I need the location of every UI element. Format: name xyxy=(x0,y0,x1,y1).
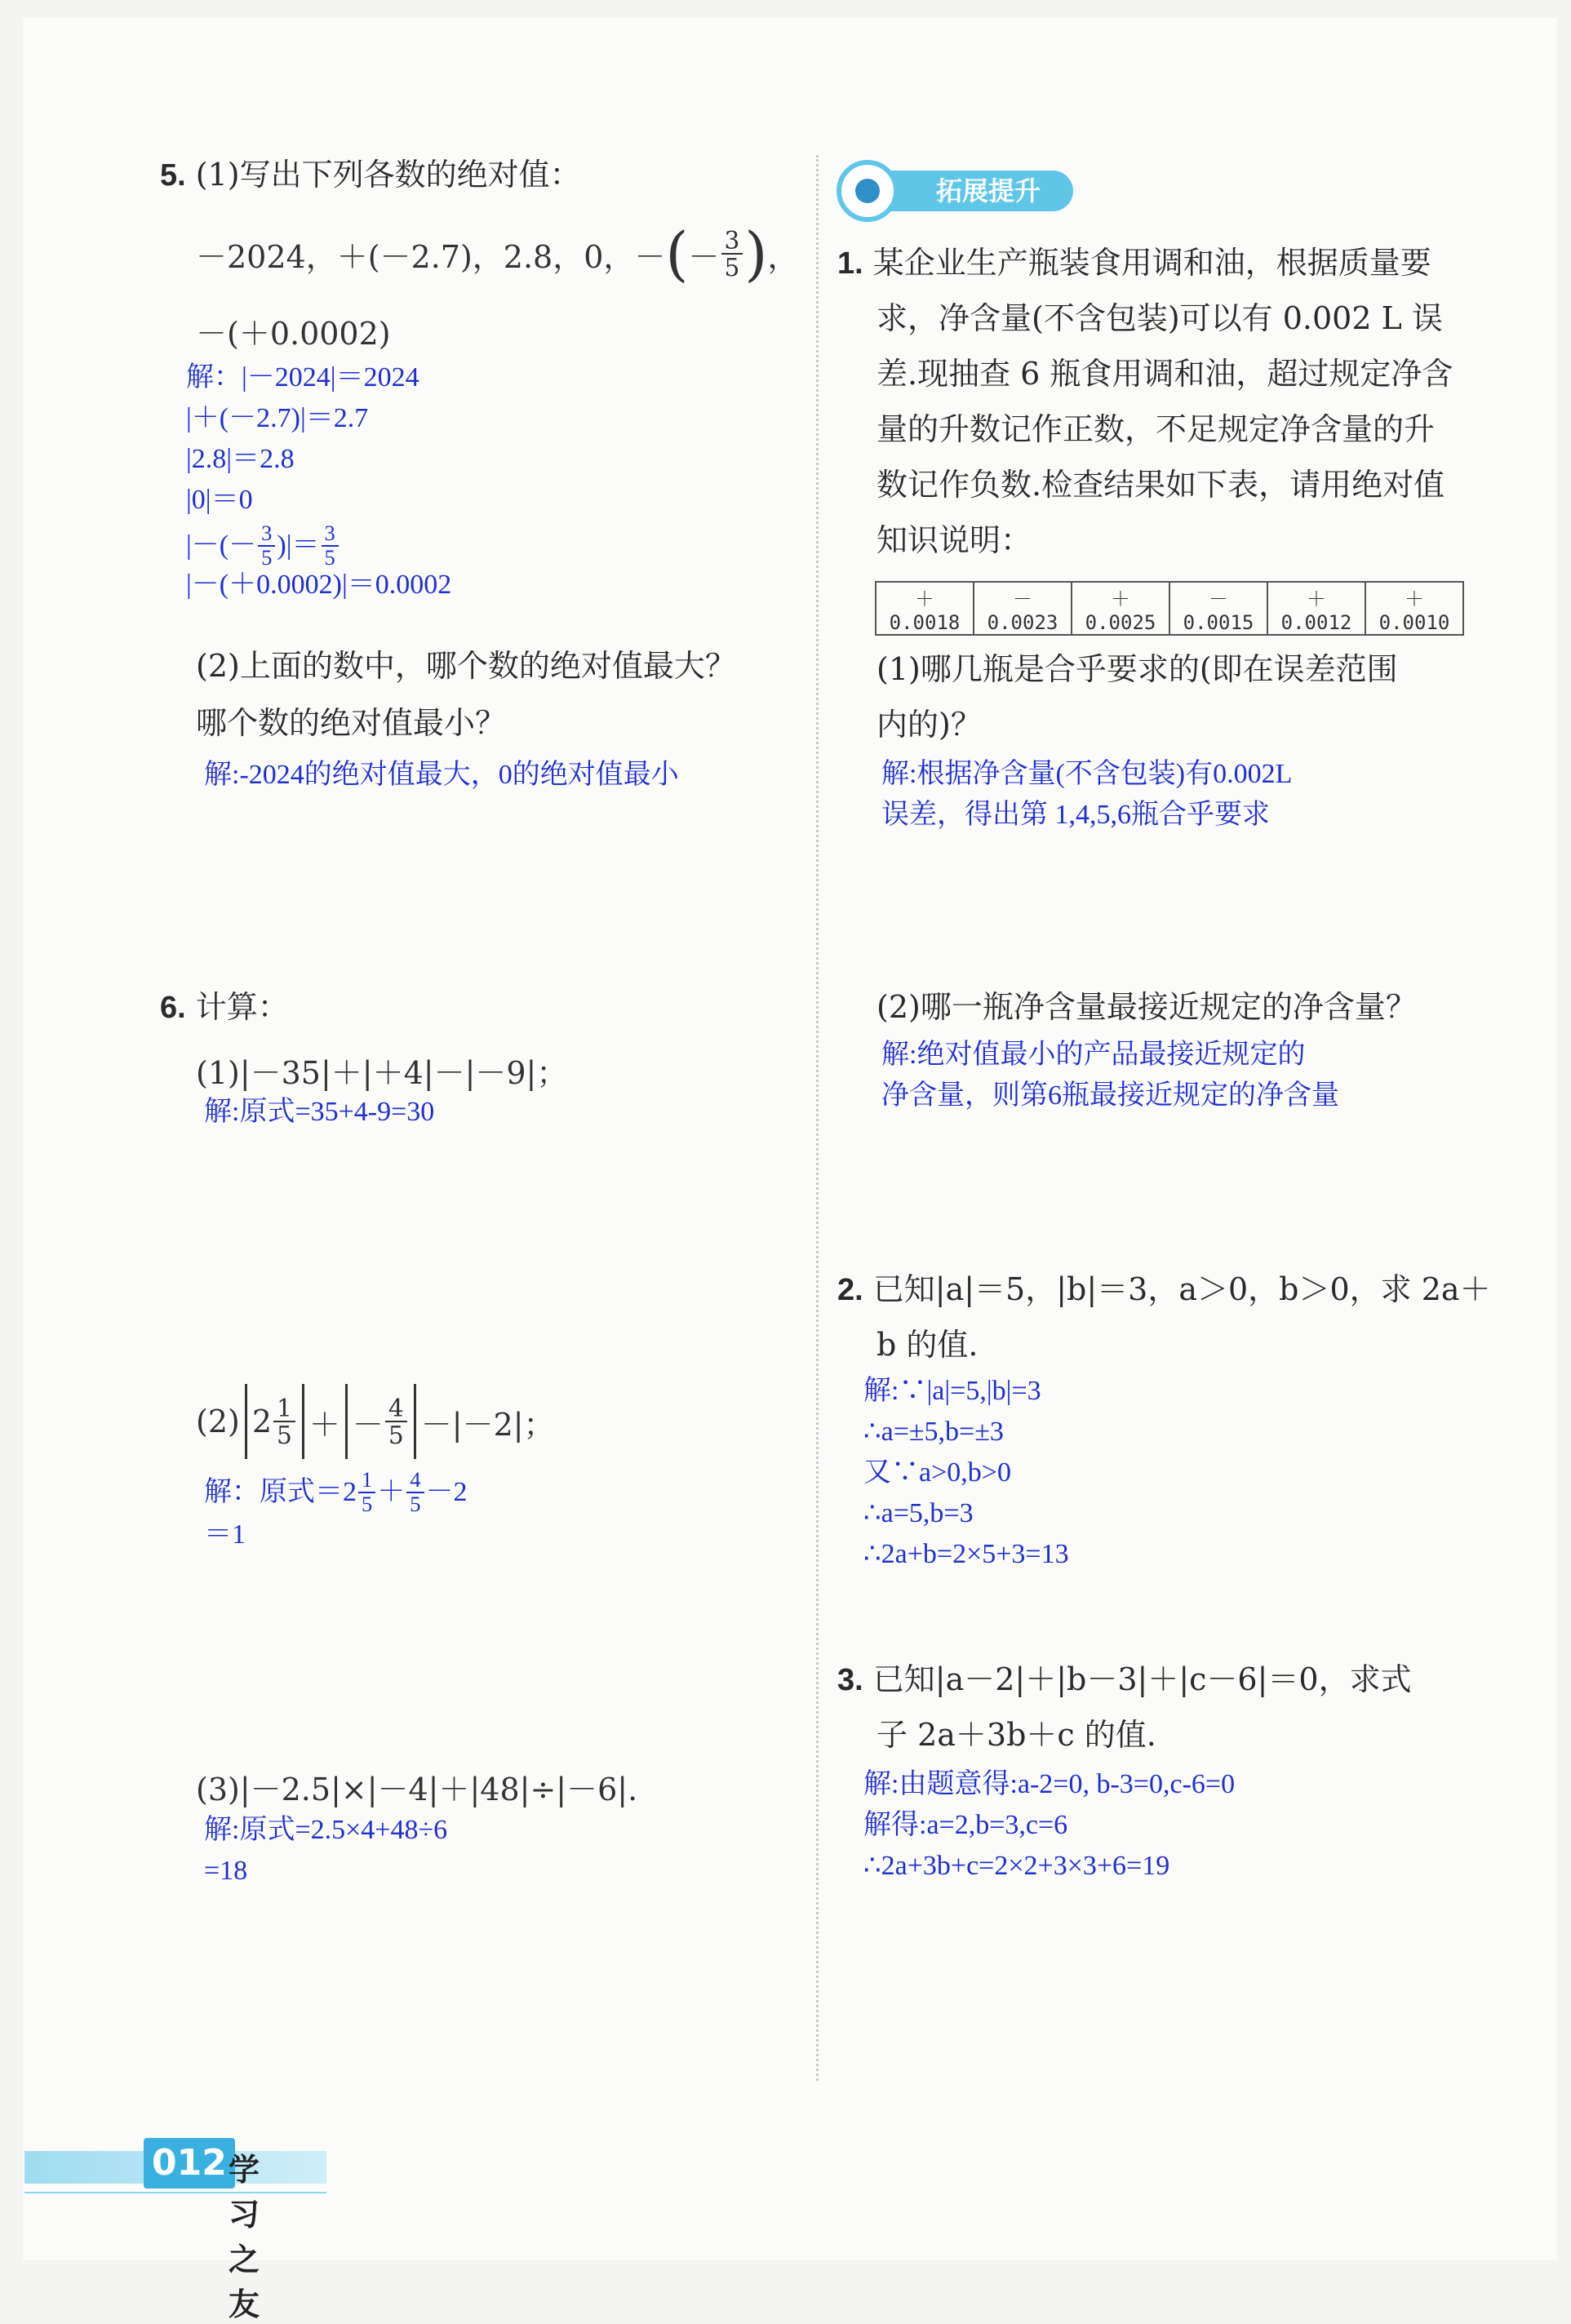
q5-numbers-line xyxy=(196,219,798,289)
r-q3-line1 xyxy=(837,1652,1412,1708)
q5-answer-2: |＋(－2.7)|＝2.7 xyxy=(186,403,369,433)
page-number: 012 xyxy=(144,2138,235,2189)
q6-p2-ans-frac1 xyxy=(358,1469,375,1516)
r-q2-answer-4: ∴a=5,b=3 xyxy=(863,1498,974,1528)
q6-p2-f1-den: 5 xyxy=(277,1421,292,1449)
q5-frac-den: 5 xyxy=(724,253,740,282)
q6-p2-f1-num: 1 xyxy=(273,1395,295,1422)
r-q2-answer-1: 解:∵|a|=5,|b|=3 xyxy=(863,1376,1041,1406)
q5-part2-line1: (2)上面的数中，哪个数的绝对值最大？ xyxy=(196,648,736,684)
q5-fraction xyxy=(721,225,743,282)
q5-answer-5-frac2 xyxy=(322,522,339,570)
q6-part2-answer-line2: ＝1 xyxy=(204,1519,246,1550)
q6-part3: (3)|－2.5|×|－4|＋|48|÷|－6|. xyxy=(196,1772,638,1807)
q6-part1-answer: 解:原式=35+4-9=30 xyxy=(204,1097,435,1127)
q5-ans-frac2-num: 3 xyxy=(322,522,339,547)
q6-part3-answer-2: =18 xyxy=(204,1856,248,1886)
r-q3-answer-1: 解:由题意得:a-2=0, b-3=0,c-6=0 xyxy=(863,1769,1236,1799)
table-cell: －0.0023 xyxy=(974,582,1072,635)
q6-p2-ans-pre: 解：原式＝2 xyxy=(204,1476,357,1507)
r-q1-line6: 知识说明： xyxy=(876,522,1032,558)
r-q1-part1-answer-1: 解:根据净含量(不含包装)有0.002L xyxy=(881,759,1293,789)
q6-part1: (1)|－35|＋|＋4|－|－9|； xyxy=(196,1055,568,1091)
section-banner-label: 拓展提升 xyxy=(879,171,1073,211)
q6-p2-ans-frac2 xyxy=(406,1469,424,1516)
q6-part2-label: (2) xyxy=(196,1404,240,1439)
q6-part2-minus: － xyxy=(352,1406,384,1443)
r-q2-answer-3: 又∵a>0,b>0 xyxy=(863,1457,1011,1488)
q5-part1-prompt: (1)写出下列各数的绝对值： xyxy=(195,157,581,193)
column-divider xyxy=(816,155,819,2081)
q5-numbers-a: －2024，＋(－2.7)，2.8，0，－ xyxy=(196,238,666,275)
r-q1-line4: 量的升数记作正数，不足规定净含量的升 xyxy=(876,411,1436,447)
footer-brand: 学习之友 xyxy=(229,2151,260,2322)
q6-part2-int: 2 xyxy=(251,1404,273,1439)
q6-part2-answer xyxy=(204,1469,468,1516)
r-q1-line5: 数记作负数.检查结果如下表，请用绝对值 xyxy=(876,467,1445,503)
q5-answer-5-pre: |－(－ xyxy=(186,530,257,561)
table-cell: ＋0.0012 xyxy=(1267,582,1365,635)
r-q1-line3: 差.现抽查 6 瓶食用调和油，超过规定净含 xyxy=(876,356,1453,392)
table-cell: ＋0.0018 xyxy=(876,582,974,635)
q5-numbers-b: －(＋0.0002) xyxy=(196,316,391,352)
r-q2-text1: 已知|a|＝5，|b|＝3，a＞0，b＞0，求 2a＋ xyxy=(872,1271,1491,1307)
q5-frac-num: 3 xyxy=(721,228,743,255)
q6-p2-f2-num: 4 xyxy=(385,1395,407,1422)
q5-numbers-end: ， xyxy=(767,238,799,275)
r-q1-part1-line1: (1)哪几瓶是合乎要求的(即在误差范围 xyxy=(876,651,1398,687)
q5-answer-1: 解：|－2024|＝2024 xyxy=(186,362,419,393)
q6-part2 xyxy=(196,1381,555,1462)
table-cell: ＋0.0010 xyxy=(1365,582,1463,635)
q5-ans-frac1-num: 3 xyxy=(258,522,275,547)
q5-part2-line2: 哪个数的绝对值最小？ xyxy=(196,705,507,741)
q5-answer-5-mid: )|＝ xyxy=(277,530,320,561)
table-row xyxy=(876,582,1463,635)
abs-bar xyxy=(302,1384,304,1459)
q5-answer-5-frac1 xyxy=(258,522,275,570)
paren-close-glyph: ) xyxy=(744,220,768,288)
r-q2-line2: b 的值. xyxy=(876,1327,979,1363)
r-q1-part2-answer-1: 解:绝对值最小的产品最接近规定的 xyxy=(881,1040,1306,1070)
q6-p2-ans-f1-num: 1 xyxy=(358,1469,375,1493)
r-q2-line1 xyxy=(837,1262,1491,1318)
q6-part2-tail: －|－2|； xyxy=(420,1406,555,1443)
q5-answer-4: |0|＝0 xyxy=(186,485,253,515)
q5-heading xyxy=(160,147,581,203)
r-q2-answer-5: ∴2a+b=2×5+3=13 xyxy=(863,1539,1069,1569)
q6-p2-ans-f1-den: 5 xyxy=(362,1491,373,1516)
r-q1-part2: (2)哪一瓶净含量最接近规定的净含量？ xyxy=(876,989,1417,1025)
r-q1-text1: 某企业生产瓶装食用调和油，根据质量要 xyxy=(872,245,1431,281)
target-icon xyxy=(837,160,899,222)
q6-title: 计算： xyxy=(195,989,289,1025)
r-q1-part1-line2: 内的)？ xyxy=(876,707,982,743)
q5-ans-frac1-den: 5 xyxy=(261,544,273,570)
q5-answer-3: |2.8|＝2.8 xyxy=(186,444,295,474)
q6-p2-ans-tail: －2 xyxy=(425,1476,468,1507)
q5-answer-5 xyxy=(186,522,340,570)
r-q3-line2: 子 2a＋3b＋c 的值. xyxy=(876,1717,1156,1753)
abs-bar xyxy=(245,1384,247,1459)
r-q3-number: 3. xyxy=(837,1663,863,1697)
abs-bar xyxy=(414,1384,416,1459)
q5-answer-6: |－(＋0.0002)|＝0.0002 xyxy=(186,570,452,600)
q6-part3-answer-1: 解:原式=2.5×4+48÷6 xyxy=(204,1815,448,1845)
r-q1-number: 1. xyxy=(837,246,863,281)
footer-rule xyxy=(24,2192,326,2193)
q6-number: 6. xyxy=(160,991,186,1025)
r-q3-text1: 已知|a－2|＋|b－3|＋|c－6|＝0，求式 xyxy=(872,1661,1412,1697)
q5-part2-answer: 解:-2024的绝对值最大，0的绝对值最小 xyxy=(204,760,679,790)
inspection-table xyxy=(875,581,1464,636)
q6-part2-plus: ＋ xyxy=(308,1406,340,1443)
r-q2-answer-2: ∴a=±5,b=±3 xyxy=(863,1417,1004,1447)
table-cell: ＋0.0025 xyxy=(1072,582,1169,635)
abs-bar xyxy=(345,1384,348,1459)
q6-p2-ans-f2-num: 4 xyxy=(406,1469,424,1493)
q6-part2-frac1 xyxy=(273,1395,295,1448)
paren-open-glyph: ( xyxy=(665,220,689,288)
r-q1-part2-answer-2: 净含量，则第6瓶最接近规定的净含量 xyxy=(881,1080,1339,1111)
r-q1-line1 xyxy=(837,235,1431,291)
q5-number: 5. xyxy=(160,158,186,193)
q5-ans-frac2-den: 5 xyxy=(324,544,335,570)
q6-part2-frac2 xyxy=(385,1395,407,1448)
r-q3-answer-2: 解得:a=2,b=3,c=6 xyxy=(863,1810,1068,1840)
q6-p2-ans-f2-den: 5 xyxy=(410,1491,421,1516)
q6-heading xyxy=(160,979,289,1036)
r-q1-line2: 求，净含量(不含包装)可以有 0.002 L 误 xyxy=(876,300,1443,336)
r-q3-answer-3: ∴2a+3b+c=2×2+3×3+6=19 xyxy=(863,1851,1170,1881)
table-cell: －0.0015 xyxy=(1169,582,1267,635)
r-q1-part1-answer-2: 误差，得出第 1,4,5,6瓶合乎要求 xyxy=(881,800,1270,830)
q6-p2-f2-den: 5 xyxy=(388,1421,404,1449)
q5-inner-minus: － xyxy=(688,238,720,275)
q6-p2-ans-plus: ＋ xyxy=(377,1476,406,1507)
r-q2-number: 2. xyxy=(837,1273,863,1307)
